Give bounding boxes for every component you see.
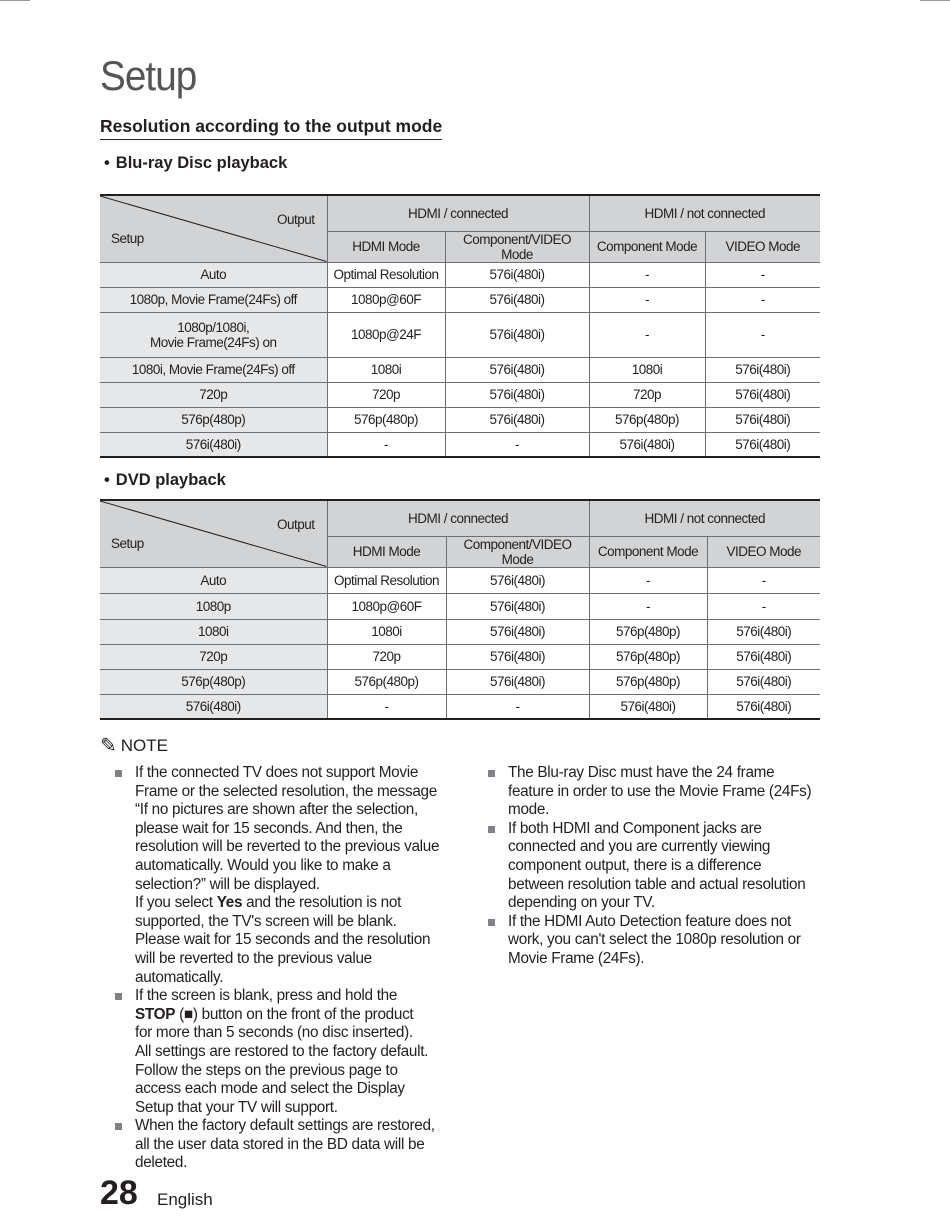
table-cell: - bbox=[589, 287, 705, 312]
setup-label: Setup bbox=[111, 535, 144, 551]
note-emphasis: ■ bbox=[183, 1005, 193, 1023]
table-cell: 576i(480i) bbox=[707, 669, 820, 694]
page-title: Setup bbox=[100, 52, 197, 99]
note-item bbox=[115, 764, 460, 987]
bluray-resolution-table bbox=[100, 194, 820, 458]
setup-label: Setup bbox=[111, 230, 144, 246]
note-text: If you select bbox=[135, 894, 217, 912]
table-cell: - bbox=[589, 262, 705, 287]
note-heading bbox=[100, 733, 168, 758]
note-text: If the screen is blank, press and hold the bbox=[135, 987, 398, 1005]
column-header: Component/VIDEO Mode bbox=[445, 231, 589, 262]
bluray-heading bbox=[104, 154, 287, 173]
table-cell: - bbox=[705, 312, 820, 357]
setup-text: 576p(480p) bbox=[181, 412, 246, 427]
table-row bbox=[100, 694, 820, 719]
table-row bbox=[100, 407, 820, 432]
setup-text: 1080p/1080i, bbox=[177, 319, 250, 335]
dvd-heading-text: DVD playback bbox=[115, 471, 226, 489]
note-paragraph bbox=[508, 913, 828, 969]
table-row bbox=[100, 357, 820, 382]
setup-text: Auto bbox=[200, 572, 227, 588]
table-cell: 576i(480i) bbox=[705, 382, 820, 407]
note-emphasis: Yes bbox=[216, 894, 243, 912]
square-bullet-icon bbox=[115, 770, 122, 777]
note-text: The Blu-ray Disc must have the 24 frame feature in order to use the Movie Frame (24Fs) mode. bbox=[508, 764, 812, 819]
table-cell: 720p bbox=[327, 382, 445, 407]
table-cell: 576i(480i) bbox=[445, 407, 589, 432]
column-header: VIDEO Mode bbox=[707, 536, 820, 567]
group-header-hdmi-connected: HDMI / connected bbox=[327, 500, 589, 536]
row-setup-cell bbox=[100, 287, 327, 312]
table-cell: 576i(480i) bbox=[705, 432, 820, 457]
note-paragraph bbox=[508, 820, 828, 913]
table-cell: 1080i bbox=[327, 619, 446, 644]
table-cell: 576i(480i) bbox=[446, 593, 589, 619]
note-paragraph bbox=[508, 764, 828, 820]
table-cell: 1080p@60F bbox=[327, 287, 445, 312]
section-heading: Resolution according to the output mode bbox=[100, 116, 442, 140]
note-text: When the factory default settings are restored, all the user data stored in the BD data will be deleted. bbox=[135, 1117, 435, 1172]
row-setup-cell bbox=[100, 432, 327, 457]
table-row bbox=[100, 593, 820, 619]
table-cell: 576i(480i) bbox=[445, 357, 589, 382]
table-cell: 576i(480i) bbox=[707, 619, 820, 644]
row-setup-cell bbox=[100, 619, 327, 644]
setup-text: 1080i, Movie Frame(24Fs) off bbox=[131, 362, 295, 377]
table-cell: 576p(480p) bbox=[327, 407, 445, 432]
setup-text: 1080i bbox=[197, 624, 229, 639]
table-cell: - bbox=[446, 694, 589, 719]
row-setup-cell bbox=[100, 407, 327, 432]
table-cell: 576i(480i) bbox=[446, 619, 589, 644]
column-header: Component Mode bbox=[589, 231, 705, 262]
row-setup-cell bbox=[100, 593, 327, 619]
table-cell: 576i(480i) bbox=[705, 357, 820, 382]
table-cell: - bbox=[327, 432, 445, 457]
output-label: Output bbox=[276, 212, 315, 227]
table-row bbox=[100, 382, 820, 407]
table-cell: - bbox=[327, 694, 446, 719]
table-cell: - bbox=[589, 593, 707, 619]
setup-text: 576i(480i) bbox=[185, 436, 241, 452]
column-header: VIDEO Mode bbox=[705, 231, 820, 262]
note-item bbox=[115, 1117, 460, 1173]
dvd-heading bbox=[104, 471, 226, 490]
table-row bbox=[100, 312, 820, 357]
table-cell: 576i(480i) bbox=[446, 669, 589, 694]
table-cell: 576i(480i) bbox=[589, 694, 707, 719]
table-cell: 576i(480i) bbox=[446, 567, 589, 593]
table-cell: 1080p@24F bbox=[327, 312, 445, 357]
note-paragraph bbox=[135, 987, 460, 1117]
table-cell: 576i(480i) bbox=[589, 432, 705, 457]
crop-mark-right bbox=[920, 0, 950, 1]
table-cell: 576i(480i) bbox=[445, 262, 589, 287]
row-setup-cell bbox=[100, 644, 327, 669]
table-cell: - bbox=[705, 262, 820, 287]
table-row bbox=[100, 567, 820, 593]
column-header: HDMI Mode bbox=[327, 231, 445, 262]
table-body bbox=[100, 262, 820, 457]
table-cell: 576p(480p) bbox=[589, 644, 707, 669]
table-cell: - bbox=[707, 593, 820, 619]
note-text: If both HDMI and Component jacks are connected and you are currently viewing component output, there is a difference between resolution table and actual resolution depending on your TV. bbox=[508, 819, 806, 912]
note-text: and the resolution is not supported, the TV's screen will be blank. Please wait for 15 seconds and the resolution will be reverted to the previous value automatically. bbox=[135, 894, 431, 986]
table-cell: 576p(480p) bbox=[589, 407, 705, 432]
pencil-icon: ✎ bbox=[100, 735, 117, 757]
table-body bbox=[100, 567, 820, 719]
group-header-hdmi-connected: HDMI / connected bbox=[327, 195, 589, 231]
group-header-hdmi-not-connected: HDMI / not connected bbox=[589, 195, 820, 231]
note-heading-text: NOTE bbox=[120, 735, 168, 755]
row-setup-cell bbox=[100, 567, 327, 593]
table-cell: 720p bbox=[589, 382, 705, 407]
table-cell: 1080i bbox=[327, 357, 445, 382]
note-item bbox=[488, 913, 828, 969]
table-cell: 576i(480i) bbox=[707, 644, 820, 669]
bluray-heading-text: Blu-ray Disc playback bbox=[115, 154, 288, 172]
setup-text: 720p bbox=[199, 649, 228, 664]
bullet-dot: • bbox=[104, 471, 110, 489]
table-row bbox=[100, 287, 820, 312]
table-cell: 576i(480i) bbox=[445, 287, 589, 312]
note-list-left bbox=[115, 764, 460, 1173]
table-row bbox=[100, 669, 820, 694]
note-emphasis: STOP bbox=[135, 1005, 176, 1023]
diagonal-divider bbox=[100, 196, 327, 262]
table-cell: 576p(480p) bbox=[589, 669, 707, 694]
note-item bbox=[488, 820, 828, 913]
note-item bbox=[115, 987, 460, 1117]
column-header: Component/VIDEO Mode bbox=[446, 536, 589, 567]
note-text: If the connected TV does not support Movie Frame or the selected resolution, the message “If no pictures are shown after the selection, please wait for 15 seconds. And then, the resolution will be reverted to the previous value automatically. Would you like to make a selection?” will be displayed. bbox=[135, 764, 440, 893]
table-cell: 1080i bbox=[589, 357, 705, 382]
output-label: Output bbox=[276, 517, 315, 532]
square-bullet-icon bbox=[115, 993, 122, 1000]
table-cell: 720p bbox=[327, 644, 446, 669]
table-cell: 576i(480i) bbox=[705, 407, 820, 432]
table-cell: 576p(480p) bbox=[589, 619, 707, 644]
table-row bbox=[100, 432, 820, 457]
note-list-right bbox=[488, 764, 828, 969]
note-item bbox=[488, 764, 828, 820]
table-row bbox=[100, 262, 820, 287]
dvd-resolution-table bbox=[100, 499, 820, 720]
row-setup-cell bbox=[100, 669, 327, 694]
table-row bbox=[100, 644, 820, 669]
square-bullet-icon bbox=[488, 919, 495, 926]
column-header: Component Mode bbox=[589, 536, 707, 567]
crop-mark-left bbox=[0, 0, 30, 1]
bullet-dot: • bbox=[104, 154, 110, 172]
table-cell: Optimal Resolution bbox=[327, 262, 445, 287]
row-setup-cell bbox=[100, 357, 327, 382]
page-number: 28 bbox=[100, 1174, 138, 1212]
note-paragraph bbox=[135, 894, 460, 987]
setup-text: Movie Frame(24Fs) on bbox=[149, 334, 277, 350]
table-cell: 576i(480i) bbox=[445, 382, 589, 407]
table-cell: Optimal Resolution bbox=[327, 567, 446, 593]
column-header: HDMI Mode bbox=[327, 536, 446, 567]
square-bullet-icon bbox=[488, 770, 495, 777]
square-bullet-icon bbox=[488, 826, 495, 833]
setup-text: 576p(480p) bbox=[181, 674, 246, 689]
setup-text: 1080p, Movie Frame(24Fs) off bbox=[129, 292, 297, 307]
note-text: If the HDMI Auto Detection feature does not work, you can't select the 1080p resolution or Movie Frame (24Fs). bbox=[508, 912, 801, 967]
note-paragraph bbox=[135, 764, 460, 894]
row-setup-cell bbox=[100, 382, 327, 407]
square-bullet-icon bbox=[115, 1123, 122, 1130]
table-cell: - bbox=[705, 287, 820, 312]
note-paragraph bbox=[135, 1117, 460, 1173]
diagonal-divider bbox=[100, 501, 327, 567]
table-cell: - bbox=[589, 312, 705, 357]
table-cell: 1080p@60F bbox=[327, 593, 446, 619]
table-cell: 576i(480i) bbox=[707, 694, 820, 719]
table-cell: 576i(480i) bbox=[445, 312, 589, 357]
note-text: ) button on the front of the product for more than 5 seconds (no disc inserted). All settings are restored to the factory default. Follow the steps on the previous page to access each mode and select the Display Setup that your TV will support. bbox=[135, 1005, 429, 1116]
setup-text: 1080p bbox=[195, 598, 231, 614]
table-cell: 576p(480p) bbox=[327, 669, 446, 694]
page-language: English bbox=[157, 1190, 213, 1209]
setup-text: Auto bbox=[200, 267, 227, 282]
table-cell: - bbox=[445, 432, 589, 457]
row-setup-cell bbox=[100, 694, 327, 719]
table-cell: 576i(480i) bbox=[446, 644, 589, 669]
group-header-hdmi-not-connected: HDMI / not connected bbox=[589, 500, 820, 536]
row-setup-cell bbox=[100, 312, 327, 357]
setup-text: 576i(480i) bbox=[185, 698, 241, 714]
table-corner-header bbox=[100, 195, 327, 262]
table-row bbox=[100, 619, 820, 644]
table-cell: - bbox=[589, 567, 707, 593]
table-corner-header bbox=[100, 500, 327, 567]
setup-text: 720p bbox=[199, 387, 228, 402]
note-text: ( bbox=[175, 1005, 184, 1023]
table-cell: - bbox=[707, 567, 820, 593]
row-setup-cell bbox=[100, 262, 327, 287]
